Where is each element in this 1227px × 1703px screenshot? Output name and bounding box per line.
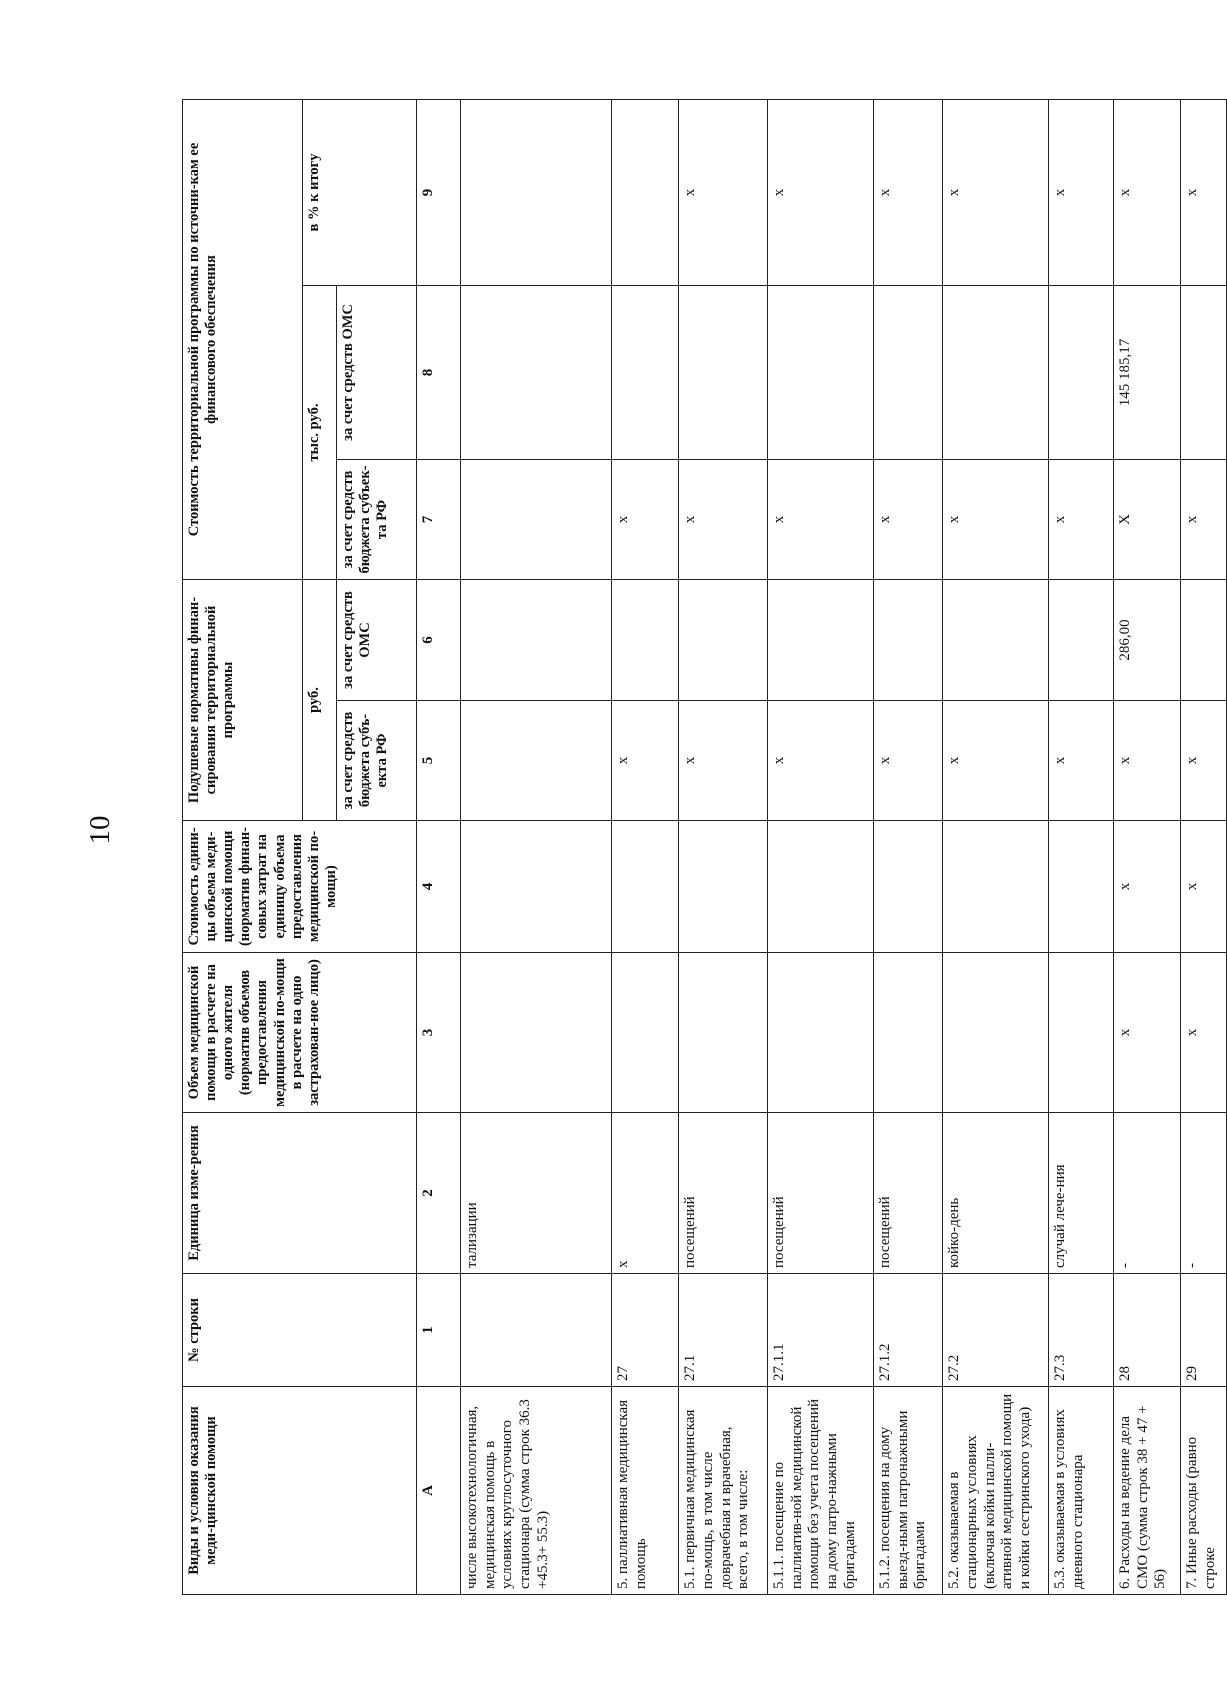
row-code: 27.1.2 — [874, 1274, 943, 1387]
cell-unit-cost — [612, 821, 679, 953]
financing-table — [182, 99, 1227, 1595]
table-row — [1181, 99, 1227, 1594]
table-row — [874, 99, 943, 1594]
row-unit: посещений — [679, 1113, 768, 1274]
cell-volume — [768, 953, 874, 1113]
row-label: 5.1.1. посещение по паллиатив-ной медицинской помощи без учета посещений на дому патро-нажными бригадами — [768, 1387, 874, 1595]
cell-percent — [461, 99, 612, 285]
col-number: 8 — [417, 285, 461, 459]
cell-volume — [679, 953, 768, 1113]
row-label: 7. Иные расходы (равно строке — [1181, 1387, 1227, 1595]
col-number: 9 — [417, 99, 461, 285]
cell-cost-budget: x — [768, 459, 874, 579]
cell-cost-budget: x — [1181, 459, 1227, 579]
col-number: 3 — [417, 953, 461, 1113]
table-row — [612, 99, 679, 1594]
col-number: 2 — [417, 1113, 461, 1274]
row-unit: - — [1114, 1113, 1181, 1274]
cell-cost-budget: x — [612, 459, 679, 579]
row-unit: x — [612, 1113, 679, 1274]
row-code: 27.2 — [943, 1274, 1049, 1387]
row-label: числе высокотехнологичная, медицинская помощь в условиях круглосуточного стационара (сумма строк 36.3 +45.3+ 55.3) — [461, 1387, 612, 1595]
column-number-row — [417, 99, 461, 1594]
header-cost-oms: за счет средств ОМС — [337, 285, 417, 459]
cell-volume — [943, 953, 1049, 1113]
cell-volume: x — [1114, 953, 1181, 1113]
row-unit: посещений — [874, 1113, 943, 1274]
cell-norm-budget: x — [612, 701, 679, 821]
cell-cost-oms — [874, 285, 943, 459]
cell-norm-budget — [461, 701, 612, 821]
row-label: 5. паллиативная медицинская помощь — [612, 1387, 679, 1595]
row-code: 27.1 — [679, 1274, 768, 1387]
header-unit: Единица изме-рения — [183, 1113, 417, 1274]
row-code: 27.1.1 — [768, 1274, 874, 1387]
row-code: 27.3 — [1049, 1274, 1114, 1387]
cell-percent: x — [1181, 99, 1227, 285]
cell-unit-cost: x — [1114, 821, 1181, 953]
col-number: 4 — [417, 821, 461, 953]
table-row — [943, 99, 1049, 1594]
cell-cost-oms — [943, 285, 1049, 459]
col-number: А — [417, 1387, 461, 1595]
cell-percent: x — [768, 99, 874, 285]
cell-percent — [612, 99, 679, 285]
col-number: 1 — [417, 1274, 461, 1387]
cell-unit-cost — [943, 821, 1049, 953]
table-row — [1114, 99, 1181, 1594]
cell-cost-oms — [679, 285, 768, 459]
table-row — [1049, 99, 1114, 1594]
row-label: 5.3. оказываемая в условиях дневного стационара — [1049, 1387, 1114, 1595]
rotated-table-stage — [182, 100, 1227, 1595]
cell-unit-cost — [1049, 821, 1114, 953]
header-norm-oms: за счет средств ОМС — [337, 579, 417, 700]
cell-cost-oms — [1049, 285, 1114, 459]
cell-norm-oms — [679, 579, 768, 700]
cell-cost-oms — [612, 285, 679, 459]
cell-norm-budget: x — [679, 701, 768, 821]
row-unit: - — [1181, 1113, 1227, 1274]
header-norm-budget: за счет средств бюджета субъ-екта РФ — [337, 701, 417, 821]
cell-norm-oms — [943, 579, 1049, 700]
cell-cost-budget: x — [1049, 459, 1114, 579]
table-row — [461, 99, 612, 1594]
col-number: 7 — [417, 459, 461, 579]
cell-cost-oms: 145 185,17 — [1114, 285, 1181, 459]
cell-percent: x — [1114, 99, 1181, 285]
header-cost-budget: за счет средств бюджета субъек-та РФ — [337, 459, 417, 579]
cell-percent: x — [1049, 99, 1114, 285]
table-row — [679, 99, 768, 1594]
row-unit: тализации — [461, 1113, 612, 1274]
cell-volume — [461, 953, 612, 1113]
cell-unit-cost — [461, 821, 612, 953]
cell-norm-oms — [1181, 579, 1227, 700]
cell-cost-budget: x — [943, 459, 1049, 579]
cell-norm-budget: x — [874, 701, 943, 821]
col-number: 5 — [417, 701, 461, 821]
cell-percent: x — [943, 99, 1049, 285]
cell-volume: x — [1181, 953, 1227, 1113]
cell-cost-oms — [461, 285, 612, 459]
cell-norm-budget: x — [943, 701, 1049, 821]
header-per-capita-norms: Подушевые нормативы финан-сирования территориальной программы — [183, 579, 303, 820]
cell-norm-oms — [768, 579, 874, 700]
cell-cost-budget — [461, 459, 612, 579]
header-unit-cost: Стоимость едини-цы объема меди-цинской помощи (норматив финан-совых затрат на единицу объема предоставления медицинской по-мощи) — [183, 821, 417, 953]
cell-norm-budget: x — [1049, 701, 1114, 821]
cell-unit-cost: x — [1181, 821, 1227, 953]
header-norm-unit: руб. — [303, 579, 337, 820]
header-percent-total: в % к итогу — [303, 99, 417, 285]
row-label: 5.1. первичная медицинская по-мощь, в том числе доврачебная и врачебная, всего, в том числе: — [679, 1387, 768, 1595]
row-label: 5.2. оказываемая в стационарных условиях (включая койки палли-ативной медицинской помощи и койки сестринского ухода) — [943, 1387, 1049, 1595]
cell-cost-budget: x — [679, 459, 768, 579]
row-label: 6. Расходы на ведение дела СМО (сумма строк 38 + 47 + 56) — [1114, 1387, 1181, 1595]
row-unit: койко-день — [943, 1113, 1049, 1274]
cell-volume — [612, 953, 679, 1113]
cell-unit-cost — [874, 821, 943, 953]
cell-norm-budget: x — [1181, 701, 1227, 821]
row-unit: посещений — [768, 1113, 874, 1274]
cell-unit-cost — [768, 821, 874, 953]
header-program-cost: Стоимость территориальной программы по источни-кам ее финансового обеспечения — [183, 99, 303, 579]
header-row-number: № строки — [183, 1274, 417, 1387]
row-code: 29 — [1181, 1274, 1227, 1387]
cell-volume — [1049, 953, 1114, 1113]
cell-norm-oms — [612, 579, 679, 700]
header-cost-unit: тыс. руб. — [303, 285, 337, 579]
cell-norm-oms — [874, 579, 943, 700]
cell-cost-budget: x — [874, 459, 943, 579]
cell-percent: x — [874, 99, 943, 285]
header-types: Виды и условия оказания меди-цинской помощи — [183, 1387, 417, 1595]
cell-percent: x — [679, 99, 768, 285]
row-code: 28 — [1114, 1274, 1181, 1387]
cell-norm-oms — [461, 579, 612, 700]
cell-cost-oms — [768, 285, 874, 459]
cell-norm-oms — [1049, 579, 1114, 700]
cell-norm-oms: 286,00 — [1114, 579, 1181, 700]
header-volume: Объем медицинской помощи в расчете на одного жителя (норматив объемов предоставления медицинской по-мощи в расчете на одно застрахован-ное лицо) — [183, 953, 417, 1113]
cell-cost-budget: X — [1114, 459, 1181, 579]
cell-unit-cost — [679, 821, 768, 953]
row-code: 27 — [612, 1274, 679, 1387]
cell-volume — [874, 953, 943, 1113]
page-number: 10 — [83, 815, 116, 845]
cell-norm-budget: x — [1114, 701, 1181, 821]
cell-norm-budget: x — [768, 701, 874, 821]
col-number: 6 — [417, 579, 461, 700]
cell-cost-oms — [1181, 285, 1227, 459]
row-label: 5.1.2. посещения на дому выезд-ными патронажными бригадами — [874, 1387, 943, 1595]
row-unit: случай лече-ния — [1049, 1113, 1114, 1274]
table-row — [768, 99, 874, 1594]
row-code — [461, 1274, 612, 1387]
